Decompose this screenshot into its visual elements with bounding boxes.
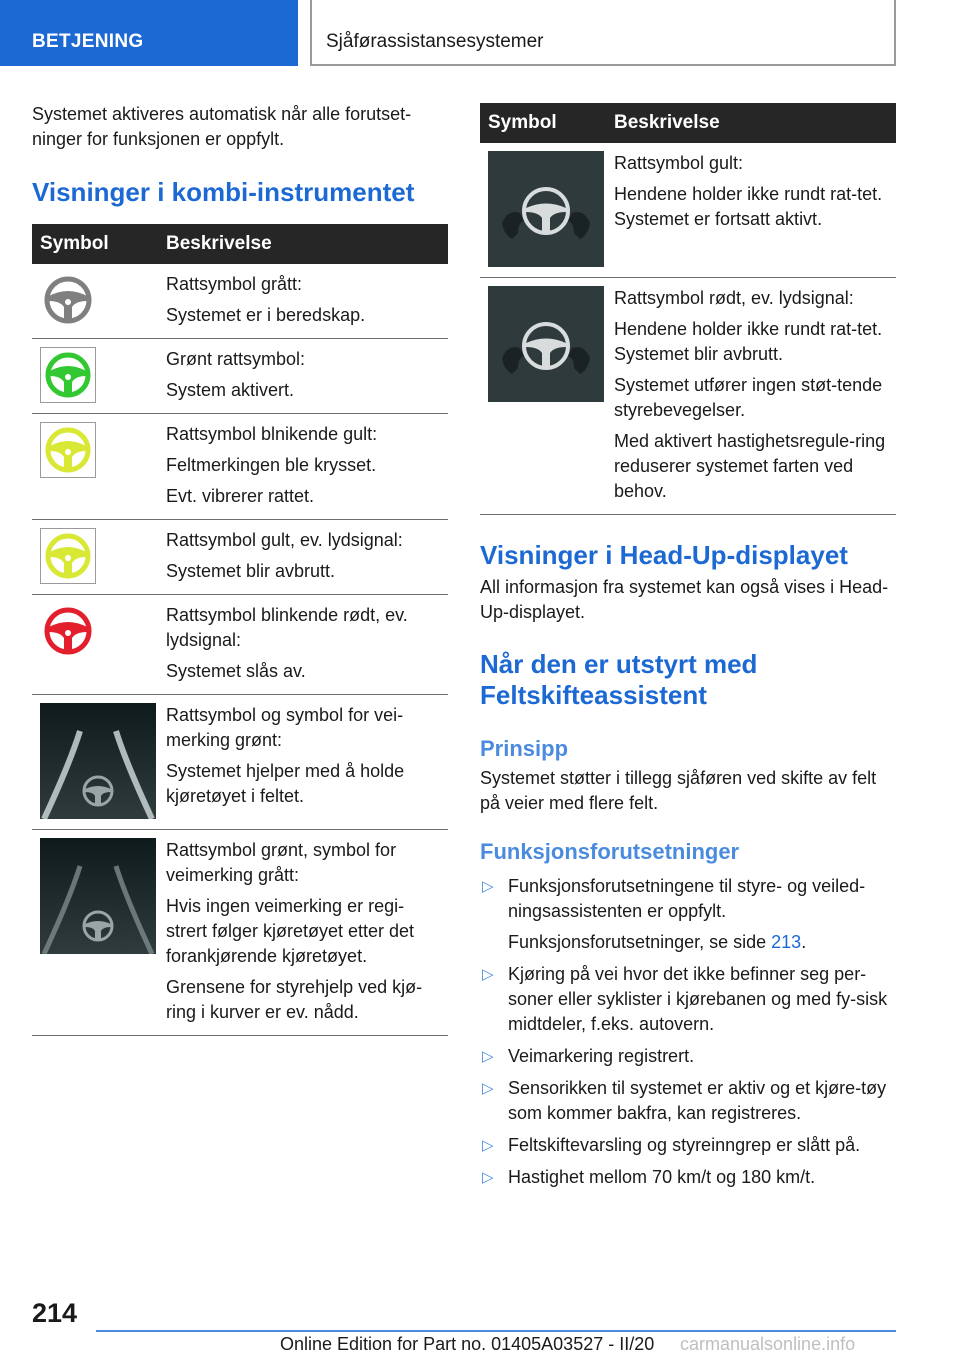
hands-off-symbol-table bbox=[480, 103, 896, 515]
table-row bbox=[32, 595, 448, 695]
steering-wheel-red-icon bbox=[40, 603, 100, 659]
list-item-text: Funksjonsforutsetningene til styre- og veiled-ningsassistenten er oppfylt. bbox=[508, 876, 866, 921]
triangle-bullet-icon: ▷ bbox=[482, 1137, 494, 1154]
row-description: Grønt rattsymbol: bbox=[166, 349, 306, 369]
edition-text: Online Edition for Part no. 01405A03527 - II/20 bbox=[280, 1334, 655, 1354]
hands-off-wheel-yellow-icon bbox=[488, 151, 604, 267]
row-description: Rattsymbol grønt, symbol for veimerking grått: bbox=[166, 840, 397, 885]
list-item-text: Hastighet mellom 70 km/t og 180 km/t. bbox=[508, 1167, 816, 1187]
row-description: Hendene holder ikke rundt rat-tet. Systemet blir avbrutt. bbox=[614, 319, 883, 364]
equipment-heading bbox=[480, 649, 896, 711]
page-header bbox=[0, 0, 960, 66]
row-description: Evt. vibrerer rattet. bbox=[166, 486, 315, 506]
list-item bbox=[480, 1076, 896, 1126]
right-column bbox=[480, 103, 896, 1197]
row-description: Rattsymbol grått: bbox=[166, 274, 303, 294]
page-link[interactable]: 213 bbox=[771, 932, 802, 952]
row-description: Hendene holder ikke rundt rat-tet. Systemet er fortsatt aktivt. bbox=[614, 184, 883, 229]
list-item-text: Veimarkering registrert. bbox=[508, 1046, 695, 1066]
row-description: Med aktivert hastighetsregule-ring reduserer systemet farten ved behov. bbox=[614, 431, 886, 501]
requirements-heading: Funksjonsforutsetninger bbox=[480, 839, 740, 864]
row-description: Rattsymbol gult, ev. lydsignal: bbox=[166, 530, 403, 550]
steering-wheel-yellow-icon bbox=[40, 528, 96, 584]
table-row bbox=[32, 520, 448, 595]
symbol-column-header: Symbol bbox=[480, 103, 610, 143]
row-description: Rattsymbol og symbol for vei-merking grønt: bbox=[166, 705, 404, 750]
principle-heading: Prinsipp bbox=[480, 736, 569, 761]
kombi-symbol-table bbox=[32, 224, 448, 1036]
list-item bbox=[480, 1044, 896, 1069]
page-reference-end: . bbox=[801, 932, 807, 952]
list-item-text: Feltskiftevarsling og styreinngrep er slått på. bbox=[508, 1135, 861, 1155]
table-row bbox=[32, 414, 448, 520]
lane-display-gray-icon bbox=[40, 838, 156, 954]
symbol-column-header: Symbol bbox=[32, 224, 162, 264]
row-description: Systemet hjelper med å holde kjøretøyet i feltet. bbox=[166, 761, 405, 806]
triangle-bullet-icon: ▷ bbox=[482, 1080, 494, 1097]
steering-wheel-gray-icon bbox=[40, 272, 100, 328]
left-column bbox=[32, 100, 448, 1036]
row-description: Rattsymbol blinkende rødt, ev. lydsignal: bbox=[166, 605, 408, 650]
list-item bbox=[480, 1133, 896, 1158]
table-row bbox=[480, 278, 896, 515]
requirements-list bbox=[480, 874, 896, 1190]
hud-heading: Visninger i Head-Up-displayet bbox=[480, 540, 848, 570]
list-item-text: Sensorikken til systemet er aktiv og et kjøre-tøy som kommer bakfra, kan registreres. bbox=[508, 1078, 887, 1123]
row-description: Rattsymbol gult: bbox=[614, 153, 744, 173]
chapter-title: Sjåførassistansesystemer bbox=[310, 0, 896, 66]
list-item-text: Kjøring på vei hvor det ikke befinner seg per-soner eller syklister i kjørebanen og med fy-sisk midtdeler, f.eks. autovern. bbox=[508, 964, 888, 1034]
row-description: Systemet blir avbrutt. bbox=[166, 561, 336, 581]
table-row bbox=[32, 339, 448, 414]
table-row bbox=[32, 264, 448, 339]
steering-wheel-yellow-blinking-icon bbox=[40, 422, 96, 478]
row-description: Systemet slås av. bbox=[166, 661, 306, 681]
table-row bbox=[32, 695, 448, 830]
page-number: 214 bbox=[32, 1298, 78, 1328]
hands-off-wheel-red-icon bbox=[488, 286, 604, 402]
triangle-bullet-icon: ▷ bbox=[482, 1048, 494, 1065]
row-description: Grensene for styrehjelp ved kjø-ring i kurver er ev. nådd. bbox=[166, 977, 423, 1022]
list-item bbox=[480, 874, 896, 955]
equipment-heading-line-2: Feltskifteassistent bbox=[480, 680, 707, 710]
triangle-bullet-icon: ▷ bbox=[482, 1169, 494, 1186]
table-row bbox=[480, 143, 896, 278]
description-column-header: Beskrivelse bbox=[162, 224, 448, 264]
list-item bbox=[480, 1165, 896, 1190]
row-description: Feltmerkingen ble krysset. bbox=[166, 455, 377, 475]
intro-line-1: Systemet aktiveres automatisk når alle forutset- bbox=[32, 104, 412, 124]
table-row bbox=[32, 830, 448, 1036]
row-description: System aktivert. bbox=[166, 380, 295, 400]
lane-display-green-icon bbox=[40, 703, 156, 819]
principle-paragraph: Systemet støtter i tillegg sjåføren ved skifte av felt på veier med flere felt. bbox=[480, 768, 877, 813]
row-description: Rattsymbol rødt, ev. lydsignal: bbox=[614, 288, 854, 308]
description-column-header: Beskrivelse bbox=[610, 103, 896, 143]
row-description: Systemet er i beredskap. bbox=[166, 305, 366, 325]
equipment-heading-line-1: Når den er utstyrt med bbox=[480, 649, 758, 679]
steering-wheel-green-icon bbox=[40, 347, 96, 403]
triangle-bullet-icon: ▷ bbox=[482, 878, 494, 895]
page-reference-text: Funksjonsforutsetninger, se side bbox=[508, 932, 772, 952]
row-description: Systemet utfører ingen støt-tende styrebevegelser. bbox=[614, 375, 883, 420]
intro-line-2: ninger for funksjonen er oppfylt. bbox=[32, 129, 285, 149]
watermark: carmanualsonline.info bbox=[680, 1334, 856, 1354]
list-item bbox=[480, 962, 896, 1037]
row-description: Hvis ingen veimerking er regi-strert følger kjøretøyet etter det forankjørende kjøretøyet. bbox=[166, 896, 415, 966]
hud-paragraph: All informasjon fra systemet kan også vises i Head-Up-displayet. bbox=[480, 577, 889, 622]
footer-divider bbox=[96, 1330, 896, 1332]
kombi-heading: Visninger i kombi-instrumentet bbox=[32, 177, 415, 207]
section-tab: BETJENING bbox=[0, 0, 298, 66]
intro-paragraph bbox=[32, 102, 448, 152]
row-description: Rattsymbol blnikende gult: bbox=[166, 424, 378, 444]
page-reference bbox=[508, 930, 896, 955]
triangle-bullet-icon: ▷ bbox=[482, 966, 494, 983]
